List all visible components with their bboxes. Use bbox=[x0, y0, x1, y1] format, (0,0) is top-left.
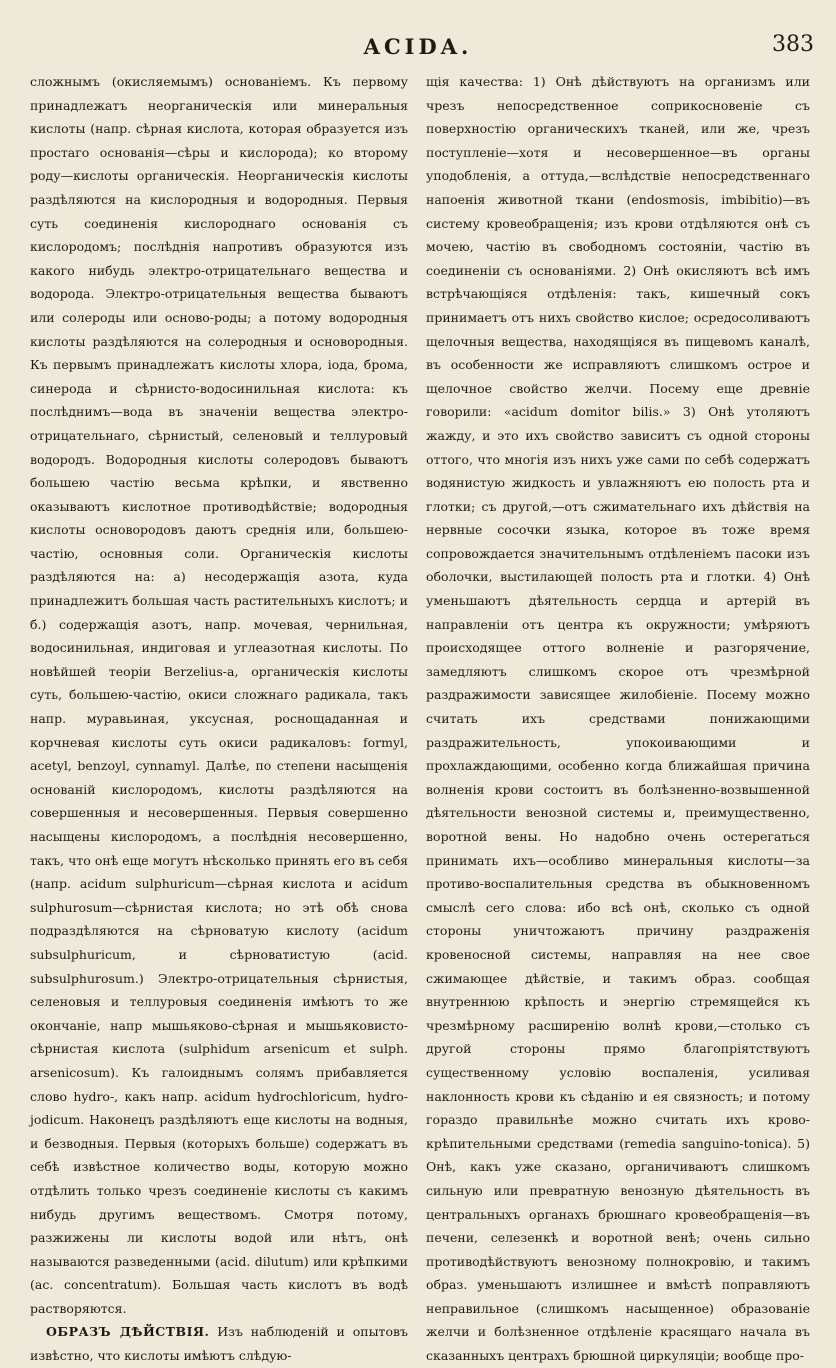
left-paragraph-1: сложнымъ (окисляемымъ) основанiемъ. Къ первому принадлежатъ неорганическiя или минеральныя кислоты (напр. сѣрная кислота, которая образуется изъ простаго основанiя—сѣры и кислорода); ко второму роду—кислоты органическiя. Неорганическiя кислоты раздѣляются на кислородныя и водородныя. Первыя суть соединенiя кислороднаго основанiя съ кислородомъ; послѣднiя напротивъ образуются изъ какого нибудь электро-отрицательнаго вещества и водорода. Электро-отрицательныя вещества бываютъ или солероды или осново-роды; а потому водородныя кислоты раздѣляются на солеродныя и основородныя. Къ первымъ принадлежатъ кислоты хлора, iода, брома, синерода и сѣрнисто-водосинильная кислота: къ послѣднимъ—вода въ значенiи вещества электро-отрицательнаго, сѣрнистый, селеновый и теллуровый водородъ. Водородныя кислоты солеродовъ бываютъ большею частiю весьма крѣпки, и явственно оказываютъ кислотное противодѣйствiе; водородныя кислоты основородовъ даютъ среднiя или, большею-частiю, основныя соли. Органическiя кислоты раздѣляются на: а) несодержащiя азота, куда принадлежитъ большая часть растительныхъ кислотъ; и б.) содержащiя азотъ, напр. мочевая, чернильная, водосинильная, индиговая и углеазотная кислоты. По новѣйшей теорiи Berzelius-а, органическiя кислоты суть, большею-частiю, окиси сложнаго радикала, такъ напр. муравьиная, уксусная, роснощаданная и корчневая кислоты суть окиси радикаловъ: formyl, acetyl, benzoyl, cynnamyl. Далѣе, по степени насыщенiя основанiй кислородомъ, кислоты раздѣляются на совершенныя и несовершенныя. Первыя совершенно насыщены кислородомъ, а послѣднiя несовершенно, такъ, что онѣ еще могутъ нѣсколько принять его въ себя (напр. acidum sulphuricum—сѣрная кислота и acidum sulphurosum—сѣрнистая кислота; но этѣ обѣ снова подраздѣляются на сѣрноватую кислоту (acidum subsulphuricum, и сѣрноватистую (acid. subsulphurosum.) Электро-отрицательныя сѣрнистыя, селеновыя и теллуровыя соединенiя имѣютъ то же окончанiе, напр мышьяково-сѣрная и мышьяковисто-сѣрнистая кислота (sulphidum arsenicum et sulph. arsenicosum). Къ галоиднымъ солямъ прибавляется слово hydro-, какъ напр. acidum hydrochloricum, hydro-jodicum. Наконецъ раздѣляютъ еще кислоты на водныя, и безводныя. Первыя (которыхъ больше) содержатъ въ себѣ извѣстное количество воды, которую можно отдѣлить только чрезъ соединенiе кислоты съ какимъ нибудь другимъ веществомъ. Смотря потому, разжижены ли кислоты водой или нѣтъ, онѣ называются разведенными (acid. dilutum) или крѣпкими (ac. concentratum). Большая часть кислотъ въ водѣ растворяются. bbox=[30, 74, 408, 1316]
section-paragraph bbox=[30, 1320, 408, 1367]
section-text: Изъ наблюденiй и опытовъ извѣстно, что кислоты имѣютъ слѣдую- bbox=[30, 1324, 408, 1364]
left-column bbox=[30, 70, 408, 1364]
right-column bbox=[426, 70, 810, 1364]
running-title: ACIDA. bbox=[363, 34, 473, 59]
section-lead: ОБРАЗЪ ДѢЙСТВIЯ. bbox=[46, 1324, 210, 1340]
right-paragraph-1: щiя качества: 1) Онѣ дѣйствуютъ на организмъ или чрезъ непосредственное соприкосновенiе съ поверхностiю органическихъ тканей, или же, чрезъ поступленiе—хотя и несовершенное—въ органы уподобленiя, а оттуда,—вслѣдствiе непосредственнаго напоенiя животной ткани (endosmosis, imbibitio)—въ систему кровеобращенiя; изъ крови отдѣляются онѣ съ мочею, частiю въ свободномъ состоянiи, частiю въ соединенiи съ основанiями. 2) Онѣ окисляютъ всѣ имъ встрѣчающiяся отдѣленiя: такъ, кишечный сокъ принимаетъ отъ нихъ свойство кислое; осредосоливаютъ щелочныя вещества, находящiяся въ пищевомъ каналѣ, въ особенности же исправляютъ слишкомъ острое и щелочное свойство желчи. Посему еще древнiе говорили: «acidum domitor bilis.» 3) Онѣ утоляютъ жажду, и это ихъ свойство зависитъ съ одной стороны оттого, что многiя изъ нихъ уже сами по себѣ содержатъ водянистую жидкость и увлажняютъ ею полость рта и глотки; съ другой,—отъ сжимательнаго ихъ дѣйствiя на нервные сосочки языка, которое въ тоже время сопровождается значительнымъ отдѣленiемъ пасоки изъ оболочки, выстилающей полость рта и глотки. 4) Онѣ уменьшаютъ дѣятельность сердца и артерiй въ направленiи отъ центра къ окружности; умѣряютъ происходящее оттого волненiе и разгорячение, замедляютъ слишкомъ скорое отъ чрезмѣрной раздражимости зависящее жилобiенiе. Посему можно считать ихъ средствами понижающими раздражительность, упокоивающими и прохлаждающими, особенно когда ближайшая причина волненiя крови состоитъ въ болѣзненно-возвышенной дѣятельности венозной системы и, преимущественно, воротной вены. Но надобно очень остерегаться принимать ихъ—особливо минеральныя кислоты—за противо-воспалительныя средства въ обыкновенномъ смыслѣ сего слова: ибо всѣ онѣ, сколько съ одной стороны уничтожаютъ причину раздраженiя кровеносной системы, направляя на нее свое сжимающее дѣйствiе, и такимъ образ. сообщая внутреннюю крѣпость и энергiю стремящейся къ чрезмѣрному расширенiю волнѣ крови,—столько съ другой стороны прямо благопрiятствуютъ существенному условiю воспаленiя, усиливая наклонность крови къ сѣданiю и ея связность; и потому гораздо правильнѣе можно считать ихъ крово-крѣпительными средствами (remedia sanguino-tonica). 5) Онѣ, какъ уже сказано, органичиваютъ слишкомъ сильную или превратную венозную дѣятельность въ центральныхъ органахъ брюшнаго кровеобращенiя—въ печени, селезенкѣ и воротной венѣ; очень сильно противодѣйствуютъ венозному полнокровiю, и такимъ образ. уменьшаютъ излишнее и вмѣстѣ поправляютъ неправильное (слишкомъ насыщенное) образованiе желчи и болѣзненное отдѣленiе красящаго начала въ сказанныхъ центрахъ брюшной циркуляцiи; вообще про- bbox=[426, 74, 810, 1364]
page-header bbox=[0, 30, 836, 70]
page-number: 383 bbox=[772, 32, 814, 57]
